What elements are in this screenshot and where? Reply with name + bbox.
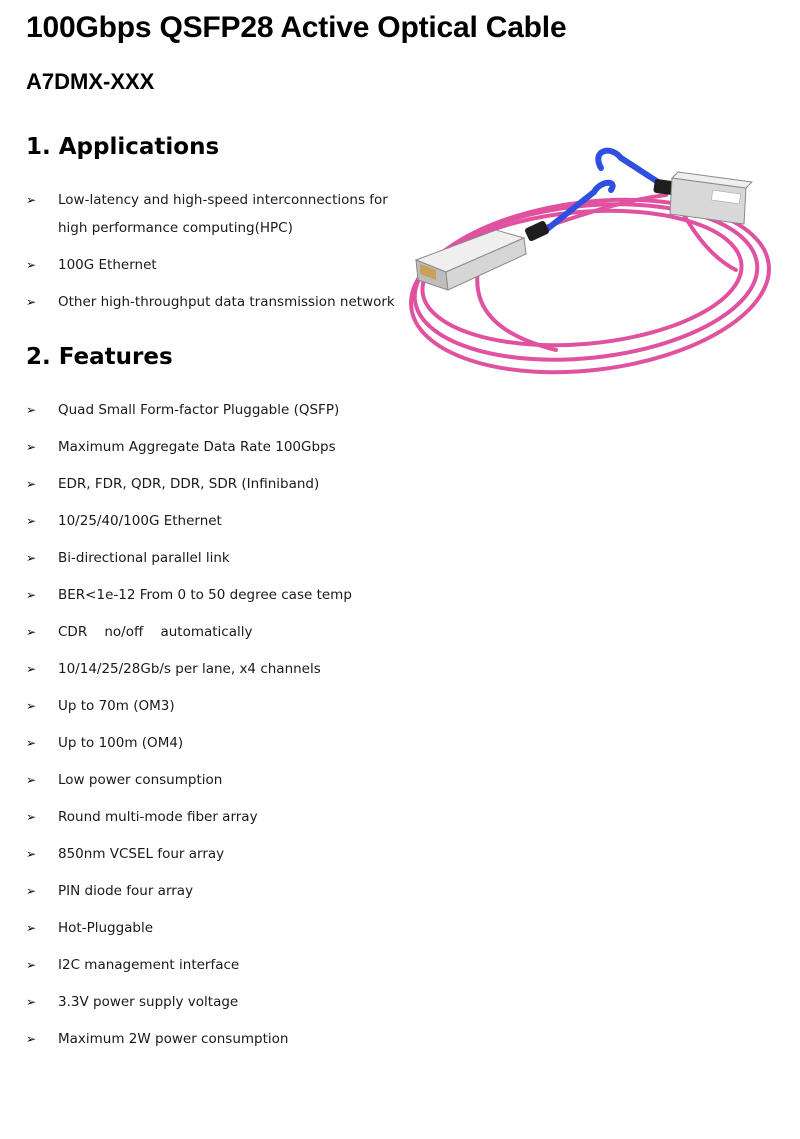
arrow-bullet-icon: ➢ xyxy=(26,736,37,750)
arrow-bullet-icon: ➢ xyxy=(26,958,37,972)
document-title: 100Gbps QSFP28 Active Optical Cable xyxy=(26,11,567,44)
list-item-text: 10/14/25/28Gb/s per lane, x4 channels xyxy=(58,661,321,677)
list-item-text: Other high-throughput data transmission network xyxy=(58,294,395,310)
arrow-bullet-icon: ➢ xyxy=(26,847,37,861)
arrow-bullet-icon: ➢ xyxy=(26,551,37,565)
list-item xyxy=(26,692,446,720)
arrow-bullet-icon: ➢ xyxy=(26,1032,37,1046)
list-item-text: 10/25/40/100G Ethernet xyxy=(58,513,222,529)
arrow-bullet-icon: ➢ xyxy=(26,995,37,1009)
list-item xyxy=(26,988,446,1016)
list-item-text: Bi-directional parallel link xyxy=(58,550,230,566)
list-item xyxy=(26,396,446,424)
list-item xyxy=(26,951,446,979)
arrow-bullet-icon: ➢ xyxy=(26,662,37,676)
list-item-text: Round multi-mode fiber array xyxy=(58,809,258,825)
list-item xyxy=(26,1025,446,1053)
arrow-bullet-icon: ➢ xyxy=(26,477,37,491)
features-list xyxy=(26,396,446,1062)
features-heading: 2. Features xyxy=(26,344,173,370)
product-cable-image xyxy=(396,140,772,380)
list-item-text: 850nm VCSEL four array xyxy=(58,846,225,862)
applications-list xyxy=(26,186,396,325)
list-item-text: Maximum Aggregate Data Rate 100Gbps xyxy=(58,439,336,455)
list-item xyxy=(26,655,446,683)
list-item-text: EDR, FDR, QDR, DDR, SDR (Infiniband) xyxy=(58,476,320,492)
list-item-text: BER<1e-12 From 0 to 50 degree case temp xyxy=(58,587,352,603)
arrow-bullet-icon: ➢ xyxy=(26,403,37,417)
list-item xyxy=(26,470,446,498)
list-item-text: PIN diode four array xyxy=(58,883,194,899)
model-number: A7DMX-XXX xyxy=(26,69,155,94)
list-item-text: Quad Small Form-factor Pluggable (QSFP) xyxy=(58,402,340,418)
list-item xyxy=(26,618,446,646)
arrow-bullet-icon: ➢ xyxy=(26,295,37,309)
arrow-bullet-icon: ➢ xyxy=(26,921,37,935)
list-item xyxy=(26,581,446,609)
list-item-text: Up to 70m (OM3) xyxy=(58,698,175,714)
arrow-bullet-icon: ➢ xyxy=(26,625,37,639)
list-item xyxy=(26,914,446,942)
arrow-bullet-icon: ➢ xyxy=(26,193,37,207)
list-item-text: I2C management interface xyxy=(58,957,240,973)
list-item-text: 100G Ethernet xyxy=(58,257,157,273)
list-item-text: CDR no/off automatically xyxy=(58,624,253,640)
list-item-text: Low power consumption xyxy=(58,772,223,788)
list-item xyxy=(26,729,446,757)
applications-heading: 1. Applications xyxy=(26,134,220,160)
arrow-bullet-icon: ➢ xyxy=(26,810,37,824)
list-item xyxy=(26,288,396,316)
arrow-bullet-icon: ➢ xyxy=(26,258,37,272)
arrow-bullet-icon: ➢ xyxy=(26,514,37,528)
list-item xyxy=(26,544,446,572)
arrow-bullet-icon: ➢ xyxy=(26,588,37,602)
arrow-bullet-icon: ➢ xyxy=(26,773,37,787)
list-item xyxy=(26,186,396,242)
arrow-bullet-icon: ➢ xyxy=(26,884,37,898)
left-connector xyxy=(416,183,613,290)
list-item-text: Up to 100m (OM4) xyxy=(58,735,184,751)
list-item xyxy=(26,877,446,905)
list-item-text: Maximum 2W power consumption xyxy=(58,1031,289,1047)
list-item xyxy=(26,766,446,794)
list-item-text: 3.3V power supply voltage xyxy=(58,994,239,1010)
list-item-text: Low-latency and high-speed interconnections for high performance computing(HPC) xyxy=(58,192,388,236)
list-item xyxy=(26,433,446,461)
list-item xyxy=(26,507,446,535)
list-item xyxy=(26,803,446,831)
list-item xyxy=(26,251,396,279)
arrow-bullet-icon: ➢ xyxy=(26,440,37,454)
list-item-text: Hot-Pluggable xyxy=(58,920,154,936)
right-connector xyxy=(598,151,752,224)
list-item xyxy=(26,840,446,868)
arrow-bullet-icon: ➢ xyxy=(26,699,37,713)
